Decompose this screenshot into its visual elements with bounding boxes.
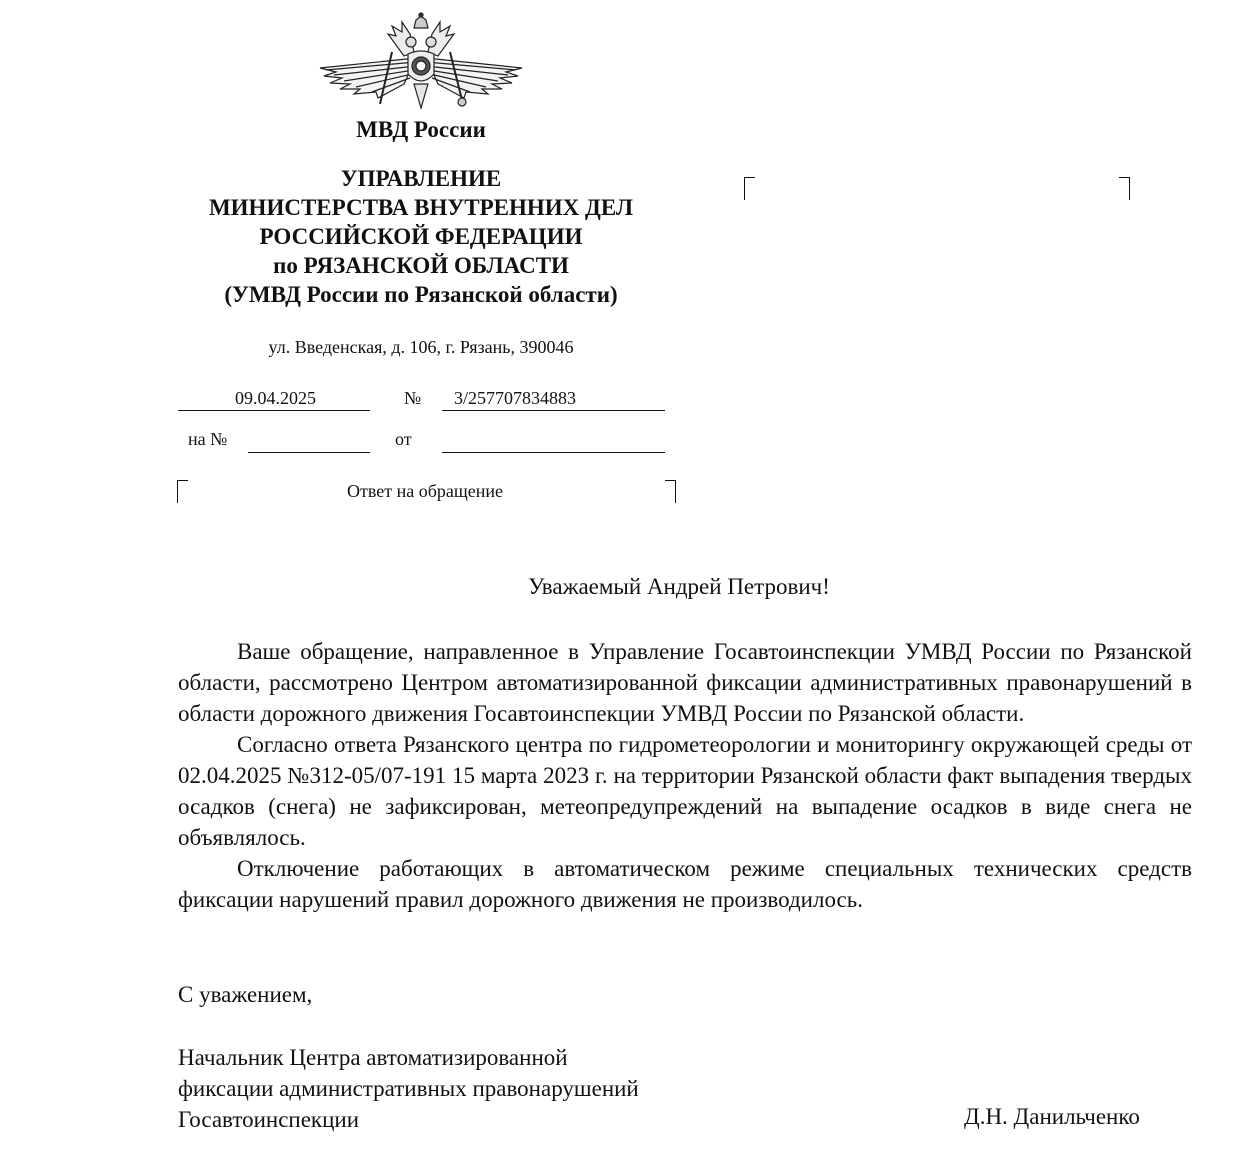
body-paragraph: Ваше обращение, направленное в Управление Госавтоинспекции УМВД России по Рязанской области, рассмотрено Центром автоматизированной фиксации административных правонарушений в области дорожного движения Госавтоинспекции УМВД России по Рязанской области. [178, 639, 1192, 726]
reply-date-label: от [395, 429, 412, 449]
addressee-bracket-right [1119, 177, 1130, 200]
number-label: № [404, 388, 422, 408]
signer-position-line: Начальник Центра автоматизированной [178, 1045, 568, 1070]
body-paragraph: Согласно ответа Рязанского центра по гидрометеорологии и мониторингу окружающей среды от 02.04.2025 №312-05/07-191 15 марта 2023 г. на территории Рязанской области факт выпадения твердых осадков (снега) не зафиксирован, метеопредупреждений на выпадение осадков в виде снега не объявлялось. [178, 732, 1192, 850]
date-field-line [178, 410, 370, 411]
addressee-bracket-left [744, 177, 755, 200]
org-line: (УМВД России по Рязанской области) [224, 282, 618, 307]
org-line: по РЯЗАНСКОЙ ОБЛАСТИ [273, 253, 569, 278]
closing-phrase: С уважением, [178, 982, 313, 1007]
signer-position-line: Госавтоинспекции [178, 1107, 360, 1132]
subject-bracket-right [665, 480, 676, 503]
number-field-line [442, 410, 665, 411]
letter-date: 09.04.2025 [235, 388, 316, 408]
body-paragraph: Отключение работающих в автоматическом режиме специальных технических средств фиксации нарушений правил дорожного движения не производилось. [178, 856, 1192, 912]
reply-number-field-line [248, 452, 370, 453]
reply-number-label: на № [188, 429, 228, 449]
signer-name: Д.Н. Данильченко [964, 1104, 1140, 1129]
reply-date-field-line [442, 452, 665, 453]
mvd-emblem-icon [316, 12, 526, 116]
org-line: МИНИСТЕРСТВА ВНУТРЕННИХ ДЕЛ [208, 195, 634, 220]
org-short-name: МВД России [356, 117, 486, 142]
subject-bracket-left [177, 480, 188, 503]
org-full-name [150, 164, 692, 309]
letter-number: 3/257707834883 [454, 388, 577, 408]
greeting: Уважаемый Андрей Петрович! [528, 574, 830, 599]
org-line: УПРАВЛЕНИЕ [340, 166, 502, 191]
signer-position-line: фиксации административных правонарушений [178, 1076, 639, 1101]
letter-body [178, 636, 1192, 915]
signer-position [178, 1042, 639, 1135]
org-address: ул. Введенская, д. 106, г. Рязань, 390046 [268, 337, 574, 357]
letter-subject: Ответ на обращение [347, 481, 503, 501]
org-line: РОССИЙСКОЙ ФЕДЕРАЦИИ [259, 224, 583, 249]
